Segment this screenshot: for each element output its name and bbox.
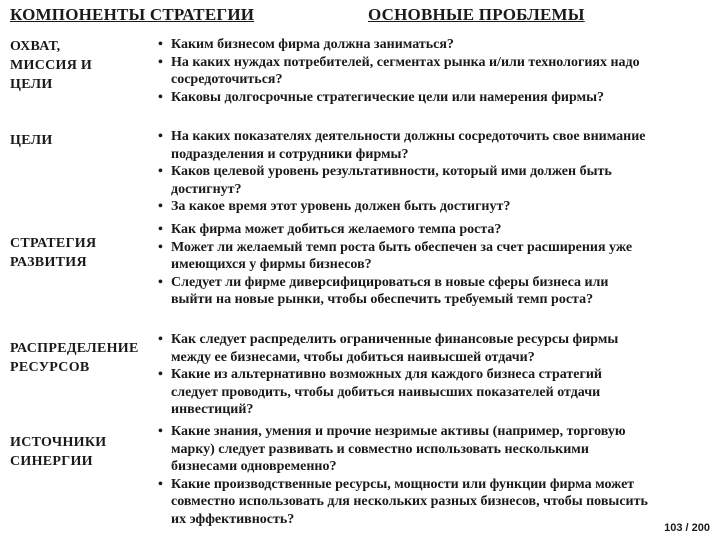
page-number: 103 / 200 bbox=[664, 522, 710, 534]
label-line: РАЗВИТИЯ bbox=[10, 255, 87, 270]
problems-resource-allocation bbox=[158, 331, 648, 419]
problems-synergy-sources bbox=[158, 423, 648, 529]
problem-item: • Какие из альтернативно возможных для каждого бизнеса стратегий следует проводить, чтобы добиться наивысших показателей отдачи инвестиций? bbox=[158, 366, 648, 419]
problem-item: • Как следует распределить ограниченные финансовые ресурсы фирмы между ее бизнесами, чтобы добиться наивысшей отдачи? bbox=[158, 331, 648, 366]
problem-item: • Каковы долгосрочные стратегические цели или намерения фирмы? bbox=[158, 89, 648, 107]
problem-item: • Каким бизнесом фирма должна заниматься? bbox=[158, 36, 648, 54]
label-line: РЕСУРСОВ bbox=[10, 360, 90, 375]
problem-item: • На каких показателях деятельности должны сосредоточить свое внимание подразделения и сотрудники фирмы? bbox=[158, 128, 648, 163]
problem-item: • За какое время этот уровень должен быть достигнут? bbox=[158, 198, 648, 216]
label-synergy-sources bbox=[10, 433, 107, 471]
label-line: СИНЕРГИИ bbox=[10, 454, 93, 469]
label-resource-allocation bbox=[10, 339, 139, 377]
problems-scope-mission bbox=[158, 36, 648, 106]
problem-item: • На каких нуждах потребителей, сегментах рынка и/или технологиях надо сосредоточиться? bbox=[158, 54, 648, 89]
problems-growth-strategy bbox=[158, 221, 648, 309]
label-line: ЦЕЛИ bbox=[10, 133, 53, 148]
problem-item: • Какие знания, умения и прочие незримые активы (например, торговую марку) следует развивать и совместно использовать несколькими бизнесами одновременно? bbox=[158, 423, 648, 476]
label-goals bbox=[10, 131, 53, 150]
label-line: МИССИЯ И bbox=[10, 58, 93, 73]
label-scope-mission bbox=[10, 37, 92, 94]
problems-goals bbox=[158, 128, 648, 216]
problem-item: • Следует ли фирме диверсифицироваться в новые сферы бизнеса или выйти на новые рынки, чтобы обеспечить требуемый темп роста? bbox=[158, 274, 648, 309]
header-components: КОМПОНЕНТЫ СТРАТЕГИИ bbox=[10, 5, 255, 24]
label-line: ЦЕЛИ bbox=[10, 77, 53, 92]
problem-item: • Может ли желаемый темп роста быть обеспечен за счет расширения уже имеющихся у фирмы бизнесов? bbox=[158, 239, 648, 274]
label-growth-strategy bbox=[10, 234, 96, 272]
label-line: РАСПРЕДЕЛЕНИЕ bbox=[10, 341, 139, 356]
problem-item: • Каков целевой уровень результативности, который ими должен быть достигнут? bbox=[158, 163, 648, 198]
label-line: СТРАТЕГИЯ bbox=[10, 236, 97, 251]
label-line: ИСТОЧНИКИ bbox=[10, 435, 107, 450]
problem-item: • Как фирма может добиться желаемого темпа роста? bbox=[158, 221, 648, 239]
header-problems: ОСНОВНЫЕ ПРОБЛЕМЫ bbox=[368, 5, 585, 24]
problem-item: • Какие производственные ресурсы, мощности или функции фирма может совместно использовать для нескольких разных бизнесов, чтобы повысить их эффективность? bbox=[158, 476, 648, 529]
label-line: ОХВАТ, bbox=[10, 39, 61, 54]
